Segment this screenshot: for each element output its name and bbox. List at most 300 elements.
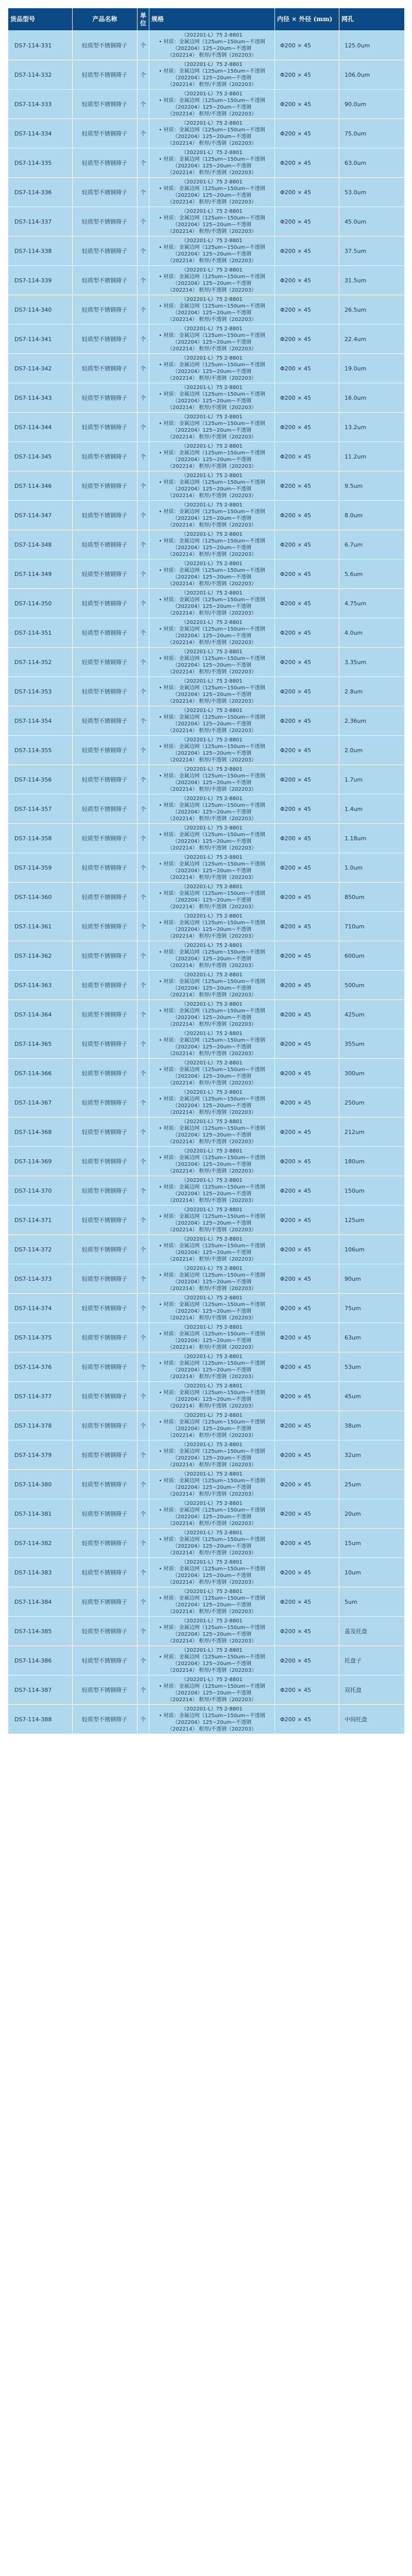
cell-model: DS7-114-340 [8,295,73,325]
spec-line: • 材质：金属边网（125um~150um~不透钢 [159,215,265,221]
cell-product-name: 轻质型不锈钢筛子 [73,236,138,266]
spec-line: （202204）125~20um~不透钢 [173,105,251,110]
cell-mesh: 5.6um [339,560,405,589]
cell-unit: 个 [138,31,149,60]
spec-line: （202201-L）75 2-8801 [181,1002,243,1007]
table-row [8,1117,405,1147]
spec-line: （202214） 框厚/不透钢（202203） [167,904,256,910]
cell-unit: 个 [138,413,149,442]
cell-product-name: 轻质型不锈钢筛子 [73,60,138,90]
cell-mesh: 19.0um [339,354,405,383]
table-row [8,90,405,119]
spec-line: （202214） 框厚/不透钢（202203） [167,1022,256,1027]
spec-line: （202214） 框厚/不透钢（202203） [167,1403,256,1409]
cell-spec [149,971,275,1000]
spec-line: • 材质：金属边网（125um~150um~不透钢 [159,1331,265,1337]
cell-dimension: Φ200 × 45 [275,1323,339,1352]
cell-dimension: Φ200 × 45 [275,1235,339,1264]
spec-line: （202204）125~20um~不透钢 [173,310,251,316]
cell-model: DS7-114-355 [8,736,73,765]
table-row [8,119,405,148]
spec-line: （202201-L）75 2-8801 [181,1706,243,1712]
cell-product-name: 轻质型不锈钢筛子 [73,765,138,794]
spec-line: （202214） 框厚/不透钢（202203） [167,611,256,616]
header-unit: 单位 [138,8,149,31]
cell-spec [149,912,275,941]
cell-spec [149,1587,275,1617]
spec-line: （202214） 框厚/不透钢（202203） [167,1668,256,1673]
table-row [8,1646,405,1675]
spec-line: • 材质：金属边网（125um~150um~不透钢 [159,333,265,338]
cell-spec [149,60,275,90]
cell-mesh: 180um [339,1147,405,1176]
spec-line: （202204）125~20um~不透钢 [173,1544,251,1549]
spec-line: （202204）125~20um~不透钢 [173,193,251,198]
table-row [8,1352,405,1382]
cell-spec [149,1235,275,1264]
cell-dimension: Φ200 × 45 [275,677,339,706]
table-row [8,971,405,1000]
cell-spec [149,119,275,148]
spec-line: • 材质：金属边网（125um~150um~不透钢 [159,245,265,250]
cell-mesh: 32um [339,1440,405,1470]
cell-mesh: 25um [339,1470,405,1499]
cell-product-name: 轻质型不锈钢筛子 [73,1029,138,1059]
cell-dimension: Φ200 × 45 [275,442,339,471]
cell-model: DS7-114-339 [8,266,73,295]
spec-line: • 材质：金属边网（125um~150um~不透钢 [159,1537,265,1543]
spec-line: （202204）125~20um~不透钢 [173,1338,251,1344]
cell-unit: 个 [138,1705,149,1734]
spec-line: • 材质：金属边网（125um~150um~不透钢 [159,1507,265,1513]
spec-line: （202201-L）75 2-8801 [181,532,243,537]
cell-dimension: Φ200 × 45 [275,824,339,853]
header-row [8,8,405,31]
cell-spec [149,1529,275,1558]
spec-line: • 材质：金属边网（125um~150um~不透钢 [159,1654,265,1660]
table-row [8,1206,405,1235]
cell-product-name: 轻质型不锈钢筛子 [73,1705,138,1734]
cell-product-name: 轻质型不锈钢筛子 [73,794,138,824]
spec-line: （202214） 框厚/不透钢（202203） [167,1168,256,1174]
cell-unit: 个 [138,971,149,1000]
spec-line: （202204）125~20um~不透钢 [173,956,251,962]
spec-line: （202201-L）75 2-8801 [181,679,243,684]
spec-line: （202201-L）75 2-8801 [181,1266,243,1272]
table-row [8,1235,405,1264]
cell-product-name: 轻质型不锈钢筛子 [73,178,138,207]
spec-line: • 材质：金属边网（125um~150um~不透钢 [159,1184,265,1190]
spec-line: （202204）125~20um~不透钢 [173,1455,251,1461]
cell-mesh: 710um [339,912,405,941]
cell-model: DS7-114-380 [8,1470,73,1499]
spec-line: • 材质：金属边网（125um~150um~不透钢 [159,421,265,427]
cell-model: DS7-114-353 [8,677,73,706]
cell-unit: 个 [138,794,149,824]
cell-model: DS7-114-347 [8,501,73,530]
cell-model: DS7-114-349 [8,560,73,589]
cell-unit: 个 [138,236,149,266]
cell-model: DS7-114-341 [8,325,73,354]
cell-model: DS7-114-348 [8,530,73,560]
cell-unit: 个 [138,1176,149,1206]
spec-line: （202214） 框厚/不透钢（202203） [167,1521,256,1527]
cell-product-name: 轻质型不锈钢筛子 [73,148,138,178]
cell-spec [149,883,275,912]
spec-line: • 材质：金属边网（125um~150um~不透钢 [159,685,265,691]
cell-dimension: Φ200 × 45 [275,853,339,883]
table-row [8,1000,405,1029]
spec-line: （202201-L）75 2-8801 [181,1178,243,1183]
spec-line: • 材质：金属边网（125um~150um~不透钢 [159,891,265,896]
cell-unit: 个 [138,1206,149,1235]
cell-product-name: 轻质型不锈钢筛子 [73,207,138,236]
cell-unit: 个 [138,648,149,677]
cell-spec [149,794,275,824]
cell-product-name: 轻质型不锈钢筛子 [73,971,138,1000]
cell-dimension: Φ200 × 45 [275,1440,339,1470]
cell-product-name: 轻质型不锈钢筛子 [73,1470,138,1499]
cell-unit: 个 [138,1264,149,1294]
cell-model: DS7-114-375 [8,1323,73,1352]
table-row [8,765,405,794]
cell-product-name: 轻质型不锈钢筛子 [73,266,138,295]
cell-product-name: 轻质型不锈钢筛子 [73,31,138,60]
cell-dimension: Φ200 × 45 [275,1529,339,1558]
cell-dimension: Φ200 × 45 [275,266,339,295]
cell-dimension: Φ200 × 45 [275,589,339,618]
cell-unit: 个 [138,1147,149,1176]
spec-line: （202214） 框厚/不透钢（202203） [167,1110,256,1115]
cell-product-name: 轻质型不锈钢筛子 [73,1529,138,1558]
cell-dimension: Φ200 × 45 [275,1352,339,1382]
header-spec: 规格 [149,8,275,31]
cell-dimension: Φ200 × 45 [275,354,339,383]
spec-line: • 材质：金属边网（125um~150um~不透钢 [159,920,265,926]
cell-spec [149,1705,275,1734]
spec-line: （202214） 框厚/不透钢（202203） [167,1286,256,1292]
spec-line: （202204）125~20um~不透钢 [173,398,251,404]
spec-line: （202214） 框厚/不透钢（202203） [167,434,256,440]
spec-line: （202204）125~20um~不透钢 [173,574,251,580]
cell-mesh: 53.0um [339,178,405,207]
cell-spec [149,1294,275,1323]
spec-line: （202201-L）75 2-8801 [181,473,243,479]
cell-model: DS7-114-344 [8,413,73,442]
table-row [8,1705,405,1734]
spec-line: （202201-L）75 2-8801 [181,884,243,890]
table-row [8,31,405,60]
cell-model: DS7-114-367 [8,1088,73,1117]
spec-line: （202204）125~20um~不透钢 [173,604,251,609]
cell-model: DS7-114-385 [8,1617,73,1646]
cell-model: DS7-114-337 [8,207,73,236]
cell-product-name: 轻质型不锈钢筛子 [73,119,138,148]
spec-line: • 材质：金属边网（125um~150um~不透钢 [159,186,265,192]
spec-line: （202214） 框厚/不透钢（202203） [167,552,256,557]
cell-product-name: 轻质型不锈钢筛子 [73,1675,138,1705]
cell-spec [149,178,275,207]
table-row [8,824,405,853]
cell-dimension: Φ200 × 45 [275,60,339,90]
spec-line: （202214） 框厚/不透钢（202203） [167,1550,256,1556]
cell-model: DS7-114-332 [8,60,73,90]
header-dimension: 内径 × 外径 (mm) [275,8,339,31]
spec-line: • 材质：金属边网（125um~150um~不透钢 [159,1038,265,1043]
cell-unit: 个 [138,1587,149,1617]
cell-unit: 个 [138,1382,149,1411]
spec-line: （202214） 框厚/不透钢（202203） [167,82,256,88]
spec-line: • 材质：金属边网（125um~150um~不透钢 [159,1302,265,1308]
spec-line: （202214） 框厚/不透钢（202203） [167,669,256,675]
cell-product-name: 轻质型不锈钢筛子 [73,1294,138,1323]
spec-line: （202204）125~20um~不透钢 [173,222,251,228]
spec-line: • 材质：金属边网（125um~150um~不透钢 [159,1126,265,1131]
cell-model: DS7-114-374 [8,1294,73,1323]
table-row [8,530,405,560]
cell-dimension: Φ200 × 45 [275,31,339,60]
table-row [8,648,405,677]
spec-line: （202201-L）75 2-8801 [181,62,243,67]
cell-product-name: 轻质型不锈钢筛子 [73,1352,138,1382]
cell-dimension: Φ200 × 45 [275,1029,339,1059]
header-mesh: 网孔 [339,8,405,31]
cell-spec [149,1117,275,1147]
cell-dimension: Φ200 × 45 [275,794,339,824]
cell-model: DS7-114-376 [8,1352,73,1382]
cell-spec [149,1617,275,1646]
cell-model: DS7-114-342 [8,354,73,383]
cell-unit: 个 [138,560,149,589]
cell-unit: 个 [138,1440,149,1470]
cell-unit: 个 [138,178,149,207]
cell-mesh: 425um [339,1000,405,1029]
spec-line: （202201-L）75 2-8801 [181,297,243,302]
cell-spec [149,824,275,853]
cell-product-name: 轻质型不锈钢筛子 [73,648,138,677]
spec-line: • 材质：金属边网（125um~150um~不透钢 [159,832,265,838]
cell-dimension: Φ200 × 45 [275,236,339,266]
spec-line: （202201-L）75 2-8801 [181,121,243,126]
cell-mesh: 63um [339,1323,405,1352]
cell-dimension: Φ200 × 45 [275,883,339,912]
cell-mesh: 106.0um [339,60,405,90]
spec-line: （202201-L）75 2-8801 [181,326,243,332]
cell-spec [149,706,275,736]
cell-mesh: 2.36um [339,706,405,736]
spec-line: • 材质：金属边网（125um~150um~不透钢 [159,39,265,45]
cell-spec [149,589,275,618]
spec-line: （202204）125~20um~不透钢 [173,1044,251,1050]
cell-model: DS7-114-382 [8,1529,73,1558]
cell-spec [149,1206,275,1235]
cell-unit: 个 [138,1675,149,1705]
cell-mesh: 2.8um [339,677,405,706]
spec-line: （202204）125~20um~不透钢 [173,1367,251,1373]
table-row [8,589,405,618]
cell-product-name: 轻质型不锈钢筛子 [73,1411,138,1440]
spec-line: （202201-L）75 2-8801 [181,1383,243,1389]
cell-product-name: 轻质型不锈钢筛子 [73,677,138,706]
spec-line: （202214） 框厚/不透钢（202203） [167,1374,256,1380]
cell-unit: 个 [138,1117,149,1147]
table-row [8,1529,405,1558]
cell-product-name: 轻质型不锈钢筛子 [73,1382,138,1411]
spec-line: （202204）125~20um~不透钢 [173,868,251,874]
cell-dimension: Φ200 × 45 [275,207,339,236]
spec-line: • 材质：金属边网（125um~150um~不透钢 [159,1390,265,1396]
spec-line: （202204）125~20um~不透钢 [173,486,251,492]
cell-dimension: Φ200 × 45 [275,1587,339,1617]
spec-line: （202214） 框厚/不透钢（202203） [167,640,256,646]
table-row [8,1411,405,1440]
cell-unit: 个 [138,736,149,765]
cell-mesh: 3.35um [339,648,405,677]
spec-line: （202214） 框厚/不透钢（202203） [167,787,256,792]
spec-line: • 材质：金属边网（125um~150um~不透钢 [159,1273,265,1278]
spec-line: （202214） 框厚/不透钢（202203） [167,141,256,146]
cell-dimension: Φ200 × 45 [275,1294,339,1323]
spec-line: （202204）125~20um~不透钢 [173,986,251,991]
spec-line: （202201-L）75 2-8801 [181,1560,243,1565]
spec-line: （202204）125~20um~不透钢 [173,1191,251,1197]
spec-line: （202214） 框厚/不透钢（202203） [167,493,256,499]
spec-line: （202214） 框厚/不透钢（202203） [167,963,256,969]
spec-line: （202214） 框厚/不透钢（202203） [167,1580,256,1585]
cell-unit: 个 [138,266,149,295]
spec-line: （202214） 框厚/不透钢（202203） [167,1051,256,1057]
cell-dimension: Φ200 × 45 [275,1499,339,1529]
table-row [8,912,405,941]
table-row [8,794,405,824]
spec-line: （202204）125~20um~不透钢 [173,1661,251,1667]
cell-product-name: 轻质型不锈钢筛子 [73,736,138,765]
cell-model: DS7-114-370 [8,1176,73,1206]
cell-unit: 个 [138,442,149,471]
cell-spec [149,266,275,295]
cell-dimension: Φ200 × 45 [275,941,339,971]
cell-mesh: 11.2um [339,442,405,471]
table-row [8,354,405,383]
spec-line: （202204）125~20um~不透钢 [173,1485,251,1490]
cell-dimension: Φ200 × 45 [275,471,339,501]
cell-product-name: 轻质型不锈钢筛子 [73,824,138,853]
spec-line: （202214） 框厚/不透钢（202203） [167,1726,256,1732]
cell-product-name: 轻质型不锈钢筛子 [73,1323,138,1352]
spec-line: （202201-L）75 2-8801 [181,1295,243,1301]
cell-mesh: 20um [339,1499,405,1529]
cell-model: DS7-114-388 [8,1705,73,1734]
spec-line: • 材质：金属边网（125um~150um~不透钢 [159,480,265,485]
cell-model: DS7-114-338 [8,236,73,266]
cell-model: DS7-114-383 [8,1558,73,1587]
spec-line: （202201-L）75 2-8801 [181,1648,243,1653]
spec-line: （202214） 框厚/不透钢（202203） [167,287,256,293]
cell-mesh: 13.2um [339,413,405,442]
cell-spec [149,560,275,589]
spec-line: （202201-L）75 2-8801 [181,1677,243,1683]
cell-dimension: Φ200 × 45 [275,706,339,736]
cell-spec [149,736,275,765]
cell-dimension: Φ200 × 45 [275,1264,339,1294]
spec-line: （202204）125~20um~不透钢 [173,545,251,551]
spec-line: （202214） 框厚/不透钢（202203） [167,405,256,411]
spec-line: （202201-L）75 2-8801 [181,1148,243,1154]
cell-model: DS7-114-345 [8,442,73,471]
cell-product-name: 轻质型不锈钢筛子 [73,1558,138,1587]
cell-unit: 个 [138,354,149,383]
table-row [8,501,405,530]
cell-spec [149,383,275,413]
spec-line: （202214） 框厚/不透钢（202203） [167,875,256,880]
cell-unit: 个 [138,1235,149,1264]
spec-line: （202204）125~20um~不透钢 [173,1690,251,1696]
cell-unit: 个 [138,706,149,736]
spec-line: （202201-L）75 2-8801 [181,1618,243,1624]
cell-spec [149,1176,275,1206]
cell-unit: 个 [138,1059,149,1088]
table-row [8,1294,405,1323]
cell-unit: 个 [138,912,149,941]
spec-line: （202204）125~20um~不透钢 [173,281,251,286]
spec-line: （202214） 框厚/不透钢（202203） [167,1198,256,1204]
cell-model: DS7-114-366 [8,1059,73,1088]
spec-line: • 材质：金属边网（125um~150um~不透钢 [159,157,265,162]
cell-model: DS7-114-354 [8,706,73,736]
cell-product-name: 轻质型不锈钢筛子 [73,1176,138,1206]
cell-unit: 个 [138,501,149,530]
spec-line: • 材质：金属边网（125um~150um~不透钢 [159,1625,265,1631]
spec-line: （202204）125~20um~不透钢 [173,1632,251,1637]
spec-line: （202201-L）75 2-8801 [181,913,243,919]
spec-line: （202204）125~20um~不透钢 [173,457,251,463]
spec-line: • 材质：金属边网（125um~150um~不透钢 [159,1155,265,1161]
cell-spec [149,530,275,560]
cell-spec [149,31,275,60]
cell-dimension: Φ200 × 45 [275,648,339,677]
cell-unit: 个 [138,1411,149,1440]
cell-product-name: 轻质型不锈钢筛子 [73,1440,138,1470]
cell-model: DS7-114-364 [8,1000,73,1029]
cell-spec [149,1088,275,1117]
cell-product-name: 轻质型不锈钢筛子 [73,853,138,883]
cell-product-name: 轻质型不锈钢筛子 [73,1617,138,1646]
cell-spec [149,1059,275,1088]
cell-model: DS7-114-365 [8,1029,73,1059]
cell-spec [149,941,275,971]
cell-spec [149,471,275,501]
cell-mesh: 2.0um [339,736,405,765]
cell-dimension: Φ200 × 45 [275,912,339,941]
spec-line: （202201-L）75 2-8801 [181,1413,243,1418]
cell-spec [149,354,275,383]
table-row [8,60,405,90]
product-sheet [8,8,404,1734]
cell-spec [149,1352,275,1382]
spec-line: （202214） 框厚/不透钢（202203） [167,699,256,704]
spec-line: • 材质：金属边网（125um~150um~不透钢 [159,303,265,309]
cell-unit: 个 [138,207,149,236]
table-row [8,1470,405,1499]
table-row [8,413,405,442]
cell-spec [149,295,275,325]
cell-mesh: 355um [339,1029,405,1059]
cell-unit: 个 [138,824,149,853]
cell-product-name: 轻质型不锈钢筛子 [73,1117,138,1147]
spec-line: • 材质：金属边网（125um~150um~不透钢 [159,1361,265,1366]
cell-product-name: 轻质型不锈钢筛子 [73,1235,138,1264]
cell-product-name: 轻质型不锈钢筛子 [73,618,138,648]
